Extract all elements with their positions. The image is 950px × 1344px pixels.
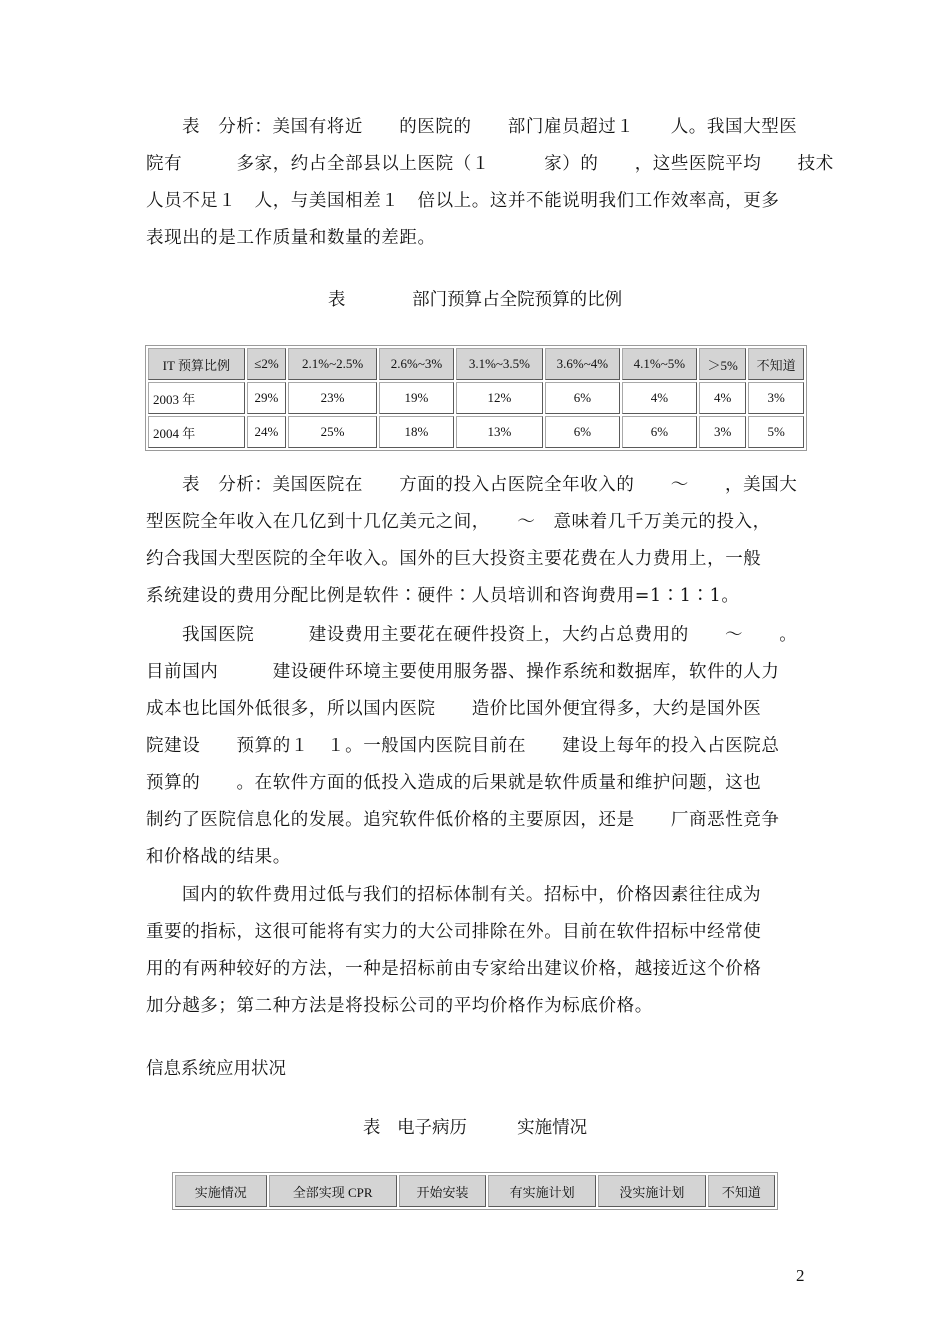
table-cell: 3%	[699, 416, 746, 448]
table-cell: 29%	[247, 382, 287, 414]
text-line: 型医院全年收入在几亿到十几亿美元之间， ～ 意味着几千万美元的投入，	[146, 512, 771, 532]
table-cell: 2003 年	[148, 382, 245, 414]
table-cell: 6%	[545, 382, 620, 414]
table2-caption-middle: 电子病历	[397, 1118, 468, 1138]
it-budget-table	[145, 345, 807, 451]
table-cell: 18%	[379, 416, 454, 448]
text-line: 系统建设的费用分配比例是软件∶硬件∶人员培训和咨询费用=1∶1∶1。	[146, 586, 740, 606]
text-line: 表 分析：美国医院在 方面的投入占医院全年收入的 ～ ，美国大	[182, 475, 798, 495]
text-line: 重要的指标，这很可能将有实力的大公司排除在外。目前在软件招标中经常使	[146, 922, 762, 942]
header-cell: 3.6%~4%	[545, 348, 620, 380]
header-cell: IT 预算比例	[148, 348, 245, 380]
header-cell: ≤2%	[247, 348, 287, 380]
table-cell: 4%	[622, 382, 697, 414]
table1-caption-text: 部门预算占全院预算的比例	[412, 290, 623, 310]
text-line: 目前国内 建设硬件环境主要使用服务器、操作系统和数据库，软件的人力	[146, 662, 780, 682]
section-heading: 信息系统应用状况	[146, 1059, 286, 1079]
header-cell: 3.1%~3.5%	[456, 348, 543, 380]
table-cell: 5%	[748, 416, 804, 448]
header-cell: 实施情况	[175, 1175, 267, 1207]
header-cell: 没实施计划	[598, 1175, 706, 1207]
table-cell: 6%	[622, 416, 697, 448]
text-line: 用的有两种较好的方法，一种是招标前由专家给出建议价格，越接近这个价格	[146, 959, 762, 979]
header-cell: 2.1%~2.5%	[288, 348, 377, 380]
table2-caption	[0, 1114, 950, 1139]
table-cell: 13%	[456, 416, 543, 448]
header-cell: ＞5%	[699, 348, 746, 380]
paragraph-analysis-staff	[146, 109, 834, 257]
text-line: 院建设 预算的１ １。一般国内医院目前在 建设上每年的投入占医院总	[146, 736, 780, 756]
header-cell: 全部实现 CPR	[269, 1175, 397, 1207]
text-line: 约合我国大型医院的全年收入。国外的巨大投资主要花费在人力费用上，一般	[146, 549, 762, 569]
table-cell: 19%	[379, 382, 454, 414]
emr-implementation-table	[172, 1172, 778, 1210]
text-line: 成本也比国外低很多，所以国内医院 造价比国外便宜得多，大约是国外医	[146, 699, 762, 719]
text-line: 人员不足１ 人，与美国相差１ 倍以上。这并不能说明我们工作效率高，更多	[146, 191, 780, 211]
text-line: 预算的 。在软件方面的低投入造成的后果就是软件质量和维护问题，这也	[146, 773, 762, 793]
table-cell: 3%	[748, 382, 804, 414]
header-cell: 4.1%~5%	[622, 348, 697, 380]
header-cell: 2.6%~3%	[379, 348, 454, 380]
table-cell: 6%	[545, 416, 620, 448]
table-row	[148, 416, 804, 448]
page-number: 2	[796, 1266, 805, 1285]
header-cell: 不知道	[748, 348, 804, 380]
table-cell: 23%	[288, 382, 377, 414]
paragraph-bidding	[146, 877, 808, 1025]
table1-caption	[0, 286, 950, 311]
text-line: 国内的软件费用过低与我们的招标体制有关。招标中，价格因素往往成为	[182, 885, 762, 905]
paragraph-domestic-costs	[146, 617, 808, 876]
paragraph-analysis-budget	[146, 467, 808, 615]
table-header-row	[175, 1175, 775, 1207]
table-cell: 25%	[288, 416, 377, 448]
text-line: 表现出的是工作质量和数量的差距。	[146, 228, 436, 248]
table-cell: 24%	[247, 416, 287, 448]
header-cell: 有实施计划	[488, 1175, 596, 1207]
table2-caption-prefix: 表	[362, 1118, 381, 1138]
header-cell: 开始安装	[399, 1175, 486, 1207]
text-line: 加分越多；第二种方法是将投标公司的平均价格作为标底价格。	[146, 996, 653, 1016]
table1-caption-prefix: 表	[327, 290, 346, 310]
text-line: 我国医院 建设费用主要花在硬件投资上，大约占总费用的 ～ 。	[182, 625, 798, 645]
table-cell: 2004 年	[148, 416, 245, 448]
text-line: 表 分析：美国有将近 的医院的 部门雇员超过１ 人。我国大型医	[182, 117, 798, 137]
table-row	[148, 382, 804, 414]
text-line: 制约了医院信息化的发展。追究软件低价格的主要原因，还是 厂商恶性竞争	[146, 810, 780, 830]
table2-caption-suffix: 实施情况	[517, 1118, 588, 1138]
table-cell: 12%	[456, 382, 543, 414]
text-line: 院有 多家，约占全部县以上医院（１ 家）的 ，这些医院平均 技术	[146, 154, 834, 174]
text-line: 和价格战的结果。	[146, 847, 291, 867]
table-cell: 4%	[699, 382, 746, 414]
table-header-row	[148, 348, 804, 380]
header-cell: 不知道	[708, 1175, 775, 1207]
